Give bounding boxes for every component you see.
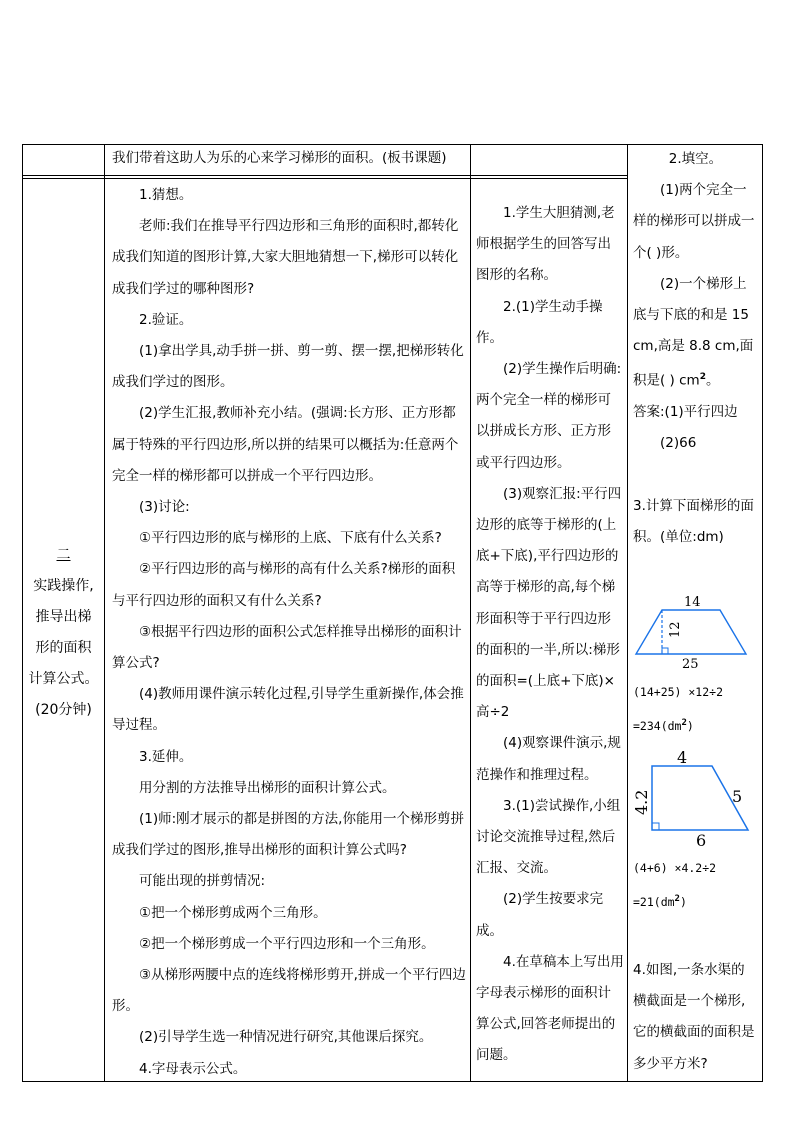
fig1-top-label: 14	[684, 595, 701, 610]
fig2-bottom-label: 6	[696, 831, 707, 848]
exercise-q2-end: 。	[705, 372, 720, 389]
exercise-answer-1: 答案:(1)平行四边	[633, 404, 738, 421]
paragraph: 2.验证。	[139, 311, 193, 328]
fig2-top-label: 4	[677, 748, 688, 767]
calc-2-sup: 2	[674, 894, 680, 905]
paragraph: 1.学生大胆猜测,老师根据学生的回答写出图形的名称。	[476, 205, 615, 284]
table-col-divider-3	[627, 144, 628, 1082]
calc-1-sup: 2	[681, 718, 687, 729]
paragraph: (1)师:刚才展示的都是拼图的方法,你能用一个梯形剪拼成我们学过的图形,推导出梯形的面积计算公式吗?	[112, 811, 464, 859]
exercise-q2-unit-sup: 2	[699, 372, 706, 383]
calc-1-result	[633, 708, 758, 742]
paragraph: 2.(1)学生动手操作。	[476, 298, 603, 346]
paragraph: (1)拿出学具,动手拼一拼、剪一剪、摆一摆,把梯形转化成我们学过的图形。	[112, 343, 464, 391]
fig2-left-label: 4.2	[632, 789, 651, 815]
paragraph: ②把一个梯形剪成一个平行四边形和一个三角形。	[139, 935, 435, 952]
exercise-title: 2.填空。	[668, 151, 723, 167]
exercise-q4: 4.如图,一条水渠的横截面是一个梯形,它的横截面的面积是多少平方米?	[633, 962, 755, 1072]
table-border-row1b	[22, 178, 627, 179]
teacher-activity	[112, 180, 466, 1085]
fig1-bottom-label: 25	[682, 657, 699, 670]
student-activity	[476, 198, 624, 1072]
exercise-q2	[633, 269, 758, 397]
paragraph: 3.(1)尝试操作,小组讨论交流推导过程,然后汇报、交流。	[476, 797, 621, 877]
calc-1-expr: (14+25) ×12÷2	[633, 685, 724, 699]
stage-duration: (20分钟)	[35, 702, 92, 718]
stage-cell	[24, 540, 103, 726]
calc-2-result	[633, 884, 758, 918]
paragraph: (2)引导学生选一种情况进行研究,其他课后探究。	[139, 1029, 433, 1046]
paragraph: (2)学生按要求完成。	[476, 891, 604, 939]
paragraph: (3)讨论:	[139, 499, 190, 516]
table-col-divider-1	[104, 144, 105, 1082]
exercise-column	[633, 143, 758, 553]
paragraph: ③根据平行四边形的面积公式怎样推导出梯形的面积计算公式?	[112, 623, 462, 672]
stage-title-line: 推导出梯	[35, 609, 92, 625]
calc-2-close: )	[679, 895, 687, 910]
table-border-right	[762, 144, 763, 1082]
fig1-height-label: 12	[668, 621, 683, 638]
table-border-row1	[22, 175, 627, 176]
calc-1-close: )	[686, 719, 694, 734]
stage-title-line: 计算公式。	[28, 671, 99, 687]
paragraph: 4.在草稿本上写出用字母表示梯形的面积计算公式,回答老师提出的问题。	[476, 953, 624, 1064]
calc-1	[633, 677, 758, 742]
paragraph: ①平行四边形的底与梯形的上底、下底有什么关系?	[139, 530, 442, 547]
paragraph: (4)教师用课件演示转化过程,引导学生重新操作,体会推导过程。	[112, 686, 464, 734]
paragraph: 可能出现的拼剪情况:	[139, 873, 266, 890]
calc-1-result-text: =234(dm	[633, 719, 682, 734]
paragraph: 用分割的方法推导出梯形的面积计算公式。	[139, 779, 396, 796]
exercise-q3: 3.计算下面梯形的面积。(单位:dm)	[633, 497, 754, 545]
paragraph: ③从梯形两腰中点的连线将梯形剪开,拼成一个平行四边形。	[112, 967, 466, 1015]
table-border-left	[22, 144, 23, 1082]
stage-title-line: 实践操作,	[33, 578, 94, 594]
trapezoid-figure-1	[632, 594, 752, 670]
calc-2	[633, 853, 758, 918]
exercise-answer-2: (2)66	[660, 435, 697, 452]
calc-2-expr: (4+6) ×4.2÷2	[633, 861, 717, 875]
paragraph: (2)学生操作后明确:两个完全一样的梯形可以拼成长方形、正方形或平行四边形。	[476, 361, 622, 471]
paragraph: (4)观察课件演示,规范操作和推理过程。	[476, 735, 621, 783]
paragraph: 4.字母表示公式。	[139, 1060, 247, 1077]
calc-2-result-text: =21(dm	[633, 895, 675, 910]
paragraph: 1.猜想。	[139, 187, 193, 203]
paragraph: (2)学生汇报,教师补充小结。(强调:长方形、正方形都属于特殊的平行四边形,所以拼的结果可以概括为:任意两个完全一样的梯形都可以拼成一个平行四边形。	[112, 405, 459, 484]
paragraph: 老师:我们在推导平行四边形和三角形的面积时,都转化成我们知道的图形计算,大家大胆地猜想一下,梯形可以转化成我们学过的哪种图形?	[112, 218, 459, 297]
paragraph: 3.延伸。	[139, 748, 193, 765]
paragraph: ①把一个梯形剪成两个三角形。	[139, 904, 327, 921]
table-col-divider-2	[470, 144, 471, 1082]
trapezoid-figure-2	[630, 748, 756, 848]
stage-title-line: 形的面积	[35, 640, 92, 656]
intro-text: 我们带着这助人为乐的心来学习梯形的面积。(板书课题)	[112, 150, 447, 166]
stage-number: 二	[56, 547, 71, 563]
exercise-q1: (1)两个完全一样的梯形可以拼成一个( )形。	[633, 182, 755, 261]
paragraph: (3)观察汇报:平行四边形的底等于梯形的(上底+下底),平行四边形的高等于梯形的高,每个梯形面积等于平行四边形的面积的一半,所以:梯形的面积=(上底+下底)×高÷2	[476, 485, 622, 721]
exercise-q2-text: (2)一个梯形上底与下底的和是 15 cm,高是 8.8 cm,面积是( ) cm	[633, 275, 754, 389]
paragraph: ②平行四边形的高与梯形的高有什么关系?梯形的面积与平行四边形的面积又有什么关系?	[112, 561, 456, 609]
fig2-right-label: 5	[732, 787, 743, 806]
